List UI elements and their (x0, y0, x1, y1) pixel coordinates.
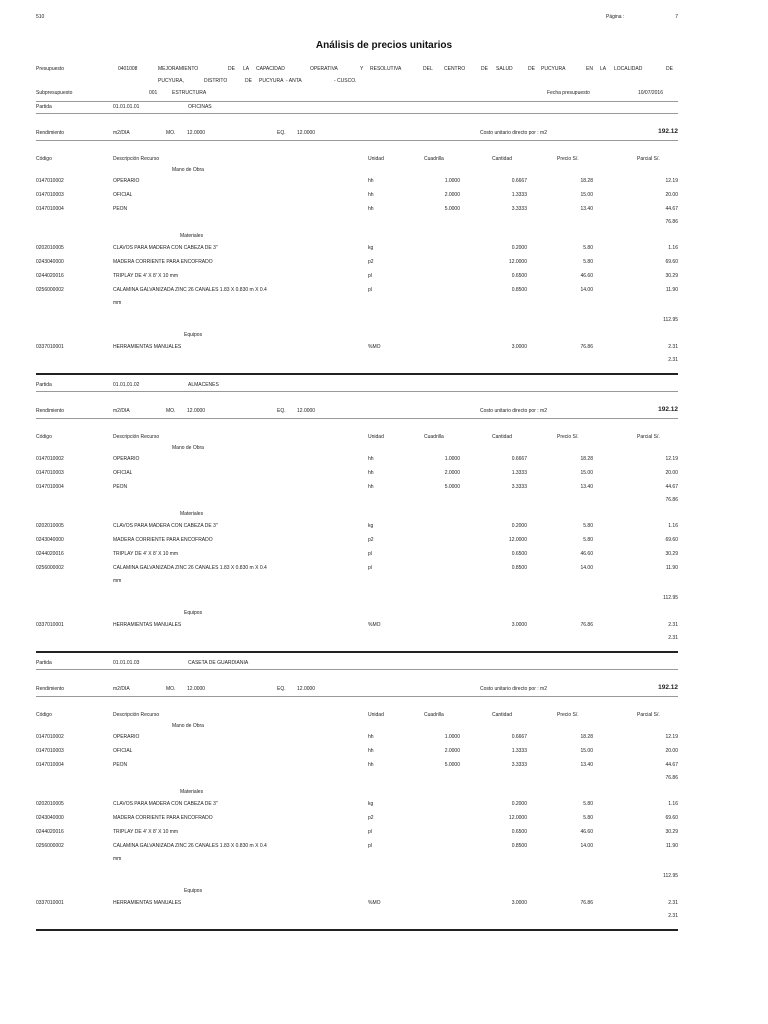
rendimiento-label: Rendimiento (36, 686, 65, 692)
row-precio: 5.80 (583, 537, 593, 543)
row-parcial: 11.90 (665, 843, 678, 849)
partida-label: Partida (36, 660, 52, 666)
row-unidad: hh (368, 734, 374, 740)
rendimiento-label: Rendimiento (36, 130, 65, 136)
row-descripcion-cont: mm (113, 856, 122, 862)
row-cantidad: 0.2000 (511, 245, 527, 251)
row-parcial: 30.29 (665, 551, 678, 557)
row-cuadrilla: 2.0000 (444, 192, 460, 198)
row-descripcion: TRIPLAY DE 4' X 8' X 10 mm (113, 829, 179, 835)
presupuesto-word: - CUSCO. (334, 78, 357, 84)
rendimiento-unit: m2/DIA (113, 408, 130, 414)
row-descripcion: OFICIAL (113, 748, 133, 754)
eq-value: 12.0000 (297, 408, 316, 414)
partida-code: 01.01.01.03 (113, 660, 140, 666)
partida-name: OFICINAS (188, 104, 212, 110)
row-cantidad: 12.0000 (508, 815, 527, 821)
row-parcial: 20.00 (665, 470, 678, 476)
presupuesto-code: 0401008 (118, 66, 138, 72)
mo-label: MO. (166, 408, 176, 414)
row-precio: 15.00 (580, 192, 593, 198)
materiales-subtotal: 112.95 (663, 595, 678, 601)
row-cantidad: 0.8500 (511, 565, 527, 571)
row-descripcion: CLAVOS PARA MADERA CON CABEZA DE 3" (113, 245, 218, 251)
presupuesto-word: DE (245, 78, 252, 84)
section-divider (36, 391, 678, 392)
row-unidad: hh (368, 178, 374, 184)
row-parcial: 1.16 (668, 801, 678, 807)
rendimiento-unit: m2/DIA (113, 686, 130, 692)
row-descripcion: PEON (113, 762, 128, 768)
row-precio: 46.60 (580, 829, 593, 835)
row-cantidad: 0.8500 (511, 287, 527, 293)
row-parcial: 12.19 (665, 734, 678, 740)
row-unidad: %MO (368, 622, 381, 628)
costo-unitario-value: 192.12 (658, 406, 678, 413)
mo-label: MO. (166, 130, 176, 136)
row-codigo: 0256000002 (36, 843, 64, 849)
row-unidad: %MO (368, 900, 381, 906)
row-unidad: hh (368, 484, 374, 490)
col-codigo-header: Código (36, 156, 52, 162)
group-mano-de-obra: Mano de Obra (172, 445, 204, 451)
row-cantidad: 1.3333 (511, 192, 527, 198)
group-mano-de-obra: Mano de Obra (172, 723, 204, 729)
row-descripcion-cont: mm (113, 578, 122, 584)
row-codigo: 0243040000 (36, 537, 64, 543)
presupuesto-word: RESOLUTIVA (370, 66, 402, 72)
col-cantidad-header: Cantidad (492, 434, 513, 440)
row-unidad: hh (368, 456, 374, 462)
row-cuadrilla: 1.0000 (444, 456, 460, 462)
col-descripcion-header: Descripción Recurso (113, 156, 160, 162)
section-divider (36, 113, 678, 114)
row-descripcion: HERRAMIENTAS MANUALES (113, 622, 182, 628)
row-codigo: 0256000002 (36, 565, 64, 571)
row-precio: 14.00 (580, 287, 593, 293)
section-separator (36, 101, 678, 102)
subpresupuesto-label: Subpresupuesto (36, 90, 73, 96)
eq-value: 12.0000 (297, 686, 316, 692)
row-descripcion: OPERARIO (113, 178, 140, 184)
row-unidad: hh (368, 192, 374, 198)
row-cuadrilla: 5.0000 (444, 206, 460, 212)
row-parcial: 12.19 (665, 456, 678, 462)
presupuesto-word: PUCYURA (259, 78, 284, 84)
col-codigo-header: Código (36, 434, 52, 440)
section-divider (36, 418, 678, 419)
materiales-subtotal: 112.95 (663, 317, 678, 323)
subpresupuesto-code: 001 (149, 90, 158, 96)
row-parcial: 1.16 (668, 245, 678, 251)
presupuesto-word: OPERATIVA (310, 66, 338, 72)
presupuesto-word: DISTRITO (204, 78, 228, 84)
costo-unitario-label: Costo unitario directo por : m2 (480, 130, 547, 136)
mo-label: MO. (166, 686, 176, 692)
row-cantidad: 3.0000 (511, 344, 527, 350)
presupuesto-word: DE (228, 66, 235, 72)
group-equipos: Equipos (184, 610, 203, 616)
presupuesto-word: DE (528, 66, 535, 72)
col-descripcion-header: Descripción Recurso (113, 712, 160, 718)
row-codigo: 0244020016 (36, 829, 64, 835)
partida-name: ALMACENES (188, 382, 219, 388)
row-cantidad: 1.3333 (511, 748, 527, 754)
equipos-subtotal: 2.31 (668, 635, 678, 641)
row-descripcion: PEON (113, 484, 128, 490)
row-precio: 15.00 (580, 748, 593, 754)
col-parcial-header: Parcial S/. (637, 156, 660, 162)
row-cantidad: 3.0000 (511, 622, 527, 628)
row-parcial: 69.60 (665, 259, 678, 265)
presupuesto-word: CAPACIDAD (256, 66, 285, 72)
row-cantidad: 0.6667 (511, 178, 527, 184)
row-precio: 13.40 (580, 206, 593, 212)
presupuesto-word: DEL (423, 66, 433, 72)
row-cantidad: 1.3333 (511, 470, 527, 476)
fecha-label: Fecha presupuesto (547, 90, 590, 96)
row-precio: 18.28 (580, 456, 593, 462)
col-unidad-header: Unidad (368, 156, 384, 162)
row-precio: 14.00 (580, 565, 593, 571)
col-precio-header: Precio S/. (557, 712, 579, 718)
row-codigo: 0243040000 (36, 259, 64, 265)
page-title: Análisis de precios unitarios (315, 40, 453, 51)
row-precio: 46.60 (580, 551, 593, 557)
row-precio: 76.86 (580, 344, 593, 350)
row-parcial: 12.19 (665, 178, 678, 184)
row-precio: 13.40 (580, 484, 593, 490)
presupuesto-word: Y (360, 66, 364, 72)
row-precio: 5.80 (583, 815, 593, 821)
row-precio: 5.80 (583, 523, 593, 529)
row-cantidad: 3.3333 (511, 762, 527, 768)
col-parcial-header: Parcial S/. (637, 434, 660, 440)
row-unidad: pl (368, 273, 372, 279)
rendimiento-unit: m2/DIA (113, 130, 130, 136)
row-unidad: pl (368, 843, 372, 849)
row-unidad: hh (368, 762, 374, 768)
row-parcial: 2.31 (668, 900, 678, 906)
row-unidad: %MO (368, 344, 381, 350)
row-precio: 18.28 (580, 734, 593, 740)
row-unidad: kg (368, 523, 374, 529)
row-descripcion: CALAMINA GALVANIZADA ZINC 26 CANALES 1.83 X 0.830 m X 0.4 (113, 843, 267, 849)
page-code: 510 (36, 14, 45, 20)
row-descripcion: HERRAMIENTAS MANUALES (113, 344, 182, 350)
group-equipos: Equipos (184, 332, 203, 338)
row-codigo: 0147010003 (36, 748, 64, 754)
presupuesto-word: DE (666, 66, 673, 72)
group-mano-de-obra: Mano de Obra (172, 167, 204, 173)
row-parcial: 20.00 (665, 192, 678, 198)
row-cantidad: 0.6500 (511, 829, 527, 835)
row-unidad: pl (368, 565, 372, 571)
row-codigo: 0243040000 (36, 815, 64, 821)
equipos-subtotal: 2.31 (668, 357, 678, 363)
row-precio: 13.40 (580, 762, 593, 768)
presupuesto-word: - ANTA (286, 78, 302, 84)
row-parcial: 44.67 (665, 206, 678, 212)
row-descripcion-cont: mm (113, 300, 122, 306)
row-descripcion: OFICIAL (113, 192, 133, 198)
subpresupuesto-name: ESTRUCTURA (172, 90, 207, 96)
row-unidad: pl (368, 551, 372, 557)
row-codigo: 0337010001 (36, 900, 64, 906)
section-divider (36, 140, 678, 141)
col-parcial-header: Parcial S/. (637, 712, 660, 718)
row-cuadrilla: 5.0000 (444, 762, 460, 768)
row-descripcion: TRIPLAY DE 4' X 8' X 10 mm (113, 551, 179, 557)
group-materiales: Materiales (180, 511, 204, 517)
presupuesto-label: Presupuesto (36, 66, 65, 72)
col-cuadrilla-header: Cuadrilla (424, 434, 444, 440)
presupuesto-word: CENTRO (444, 66, 466, 72)
section-divider (36, 669, 678, 670)
section-end-rule (36, 651, 678, 653)
presupuesto-word: SALUD (496, 66, 513, 72)
row-cantidad: 3.3333 (511, 484, 527, 490)
row-precio: 76.86 (580, 622, 593, 628)
partida-label: Partida (36, 104, 52, 110)
row-precio: 5.80 (583, 259, 593, 265)
mano-de-obra-subtotal: 76.86 (665, 219, 678, 225)
row-unidad: kg (368, 245, 374, 251)
row-descripcion: HERRAMIENTAS MANUALES (113, 900, 182, 906)
row-codigo: 0147010004 (36, 762, 64, 768)
mano-de-obra-subtotal: 76.86 (665, 775, 678, 781)
row-precio: 76.86 (580, 900, 593, 906)
row-codigo: 0147010004 (36, 206, 64, 212)
group-materiales: Materiales (180, 789, 204, 795)
col-descripcion-header: Descripción Recurso (113, 434, 160, 440)
row-codigo: 0147010003 (36, 192, 64, 198)
row-codigo: 0147010002 (36, 734, 64, 740)
row-codigo: 0147010003 (36, 470, 64, 476)
rendimiento-label: Rendimiento (36, 408, 65, 414)
row-descripcion: OPERARIO (113, 734, 140, 740)
row-parcial: 1.16 (668, 523, 678, 529)
col-unidad-header: Unidad (368, 712, 384, 718)
row-parcial: 2.31 (668, 344, 678, 350)
row-parcial: 2.31 (668, 622, 678, 628)
col-cuadrilla-header: Cuadrilla (424, 712, 444, 718)
row-unidad: pl (368, 829, 372, 835)
section-end-rule (36, 373, 678, 375)
row-cantidad: 0.8500 (511, 843, 527, 849)
row-cantidad: 12.0000 (508, 537, 527, 543)
presupuesto-word: LA (243, 66, 250, 72)
partida-label: Partida (36, 382, 52, 388)
presupuesto-word: EN (586, 66, 593, 72)
row-descripcion: MADERA CORRIENTE PARA ENCOFRADO (113, 259, 213, 265)
section-divider (36, 696, 678, 697)
row-unidad: hh (368, 206, 374, 212)
row-codigo: 0202010005 (36, 245, 64, 251)
col-cuadrilla-header: Cuadrilla (424, 156, 444, 162)
row-unidad: kg (368, 801, 374, 807)
col-unidad-header: Unidad (368, 434, 384, 440)
row-cantidad: 0.6500 (511, 551, 527, 557)
fecha-value: 10/07/2016 (637, 90, 663, 96)
presupuesto-word: DE (481, 66, 488, 72)
row-cuadrilla: 5.0000 (444, 484, 460, 490)
row-precio: 5.80 (583, 801, 593, 807)
row-parcial: 20.00 (665, 748, 678, 754)
costo-unitario-value: 192.12 (658, 128, 678, 135)
col-precio-header: Precio S/. (557, 156, 579, 162)
eq-label: EQ. (277, 408, 286, 414)
page-number: 7 (675, 14, 678, 20)
mano-de-obra-subtotal: 76.86 (665, 497, 678, 503)
row-descripcion: CALAMINA GALVANIZADA ZINC 26 CANALES 1.83 X 0.830 m X 0.4 (113, 287, 267, 293)
row-cantidad: 0.2000 (511, 801, 527, 807)
row-cuadrilla: 1.0000 (444, 734, 460, 740)
row-codigo: 0147010004 (36, 484, 64, 490)
row-codigo: 0202010005 (36, 801, 64, 807)
row-parcial: 69.60 (665, 537, 678, 543)
row-codigo: 0147010002 (36, 178, 64, 184)
section-end-rule (36, 929, 678, 931)
costo-unitario-label: Costo unitario directo por : m2 (480, 686, 547, 692)
row-cuadrilla: 1.0000 (444, 178, 460, 184)
row-precio: 14.00 (580, 843, 593, 849)
eq-label: EQ. (277, 686, 286, 692)
row-cuadrilla: 2.0000 (444, 748, 460, 754)
row-cantidad: 0.6500 (511, 273, 527, 279)
row-codigo: 0244020016 (36, 551, 64, 557)
row-codigo: 0244020016 (36, 273, 64, 279)
presupuesto-word: PUCYURA (541, 66, 566, 72)
eq-label: EQ. (277, 130, 286, 136)
mo-value: 12.0000 (187, 408, 206, 414)
row-descripcion: CALAMINA GALVANIZADA ZINC 26 CANALES 1.83 X 0.830 m X 0.4 (113, 565, 267, 571)
presupuesto-word: MEJORAMIENTO (158, 66, 199, 72)
presupuesto-word: PUCYURA, (158, 78, 184, 84)
eq-value: 12.0000 (297, 130, 316, 136)
col-precio-header: Precio S/. (557, 434, 579, 440)
row-codigo: 0147010002 (36, 456, 64, 462)
col-cantidad-header: Cantidad (492, 156, 513, 162)
row-cantidad: 3.3333 (511, 206, 527, 212)
row-cuadrilla: 2.0000 (444, 470, 460, 476)
row-parcial: 44.67 (665, 762, 678, 768)
row-parcial: 30.29 (665, 273, 678, 279)
partida-code: 01.01.01.02 (113, 382, 140, 388)
row-descripcion: CLAVOS PARA MADERA CON CABEZA DE 3" (113, 523, 218, 529)
row-unidad: pl (368, 287, 372, 293)
row-cantidad: 0.6667 (511, 456, 527, 462)
group-materiales: Materiales (180, 233, 204, 239)
row-unidad: hh (368, 748, 374, 754)
row-cantidad: 12.0000 (508, 259, 527, 265)
mo-value: 12.0000 (187, 686, 206, 692)
row-cantidad: 0.2000 (511, 523, 527, 529)
row-parcial: 69.60 (665, 815, 678, 821)
row-unidad: p2 (368, 815, 374, 821)
row-codigo: 0202010005 (36, 523, 64, 529)
row-codigo: 0256000002 (36, 287, 64, 293)
row-precio: 18.28 (580, 178, 593, 184)
materiales-subtotal: 112.95 (663, 873, 678, 879)
row-cantidad: 3.0000 (511, 900, 527, 906)
row-precio: 46.60 (580, 273, 593, 279)
row-parcial: 11.90 (665, 565, 678, 571)
row-descripcion: MADERA CORRIENTE PARA ENCOFRADO (113, 537, 213, 543)
row-descripcion: CLAVOS PARA MADERA CON CABEZA DE 3" (113, 801, 218, 807)
costo-unitario-value: 192.12 (658, 684, 678, 691)
row-parcial: 30.29 (665, 829, 678, 835)
row-descripcion: PEON (113, 206, 128, 212)
row-parcial: 11.90 (665, 287, 678, 293)
costo-unitario-label: Costo unitario directo por : m2 (480, 408, 547, 414)
row-parcial: 44.67 (665, 484, 678, 490)
row-descripcion: MADERA CORRIENTE PARA ENCOFRADO (113, 815, 213, 821)
partida-name: CASETA DE GUARDIANIA (188, 660, 249, 666)
row-unidad: p2 (368, 537, 374, 543)
col-codigo-header: Código (36, 712, 52, 718)
row-codigo: 0337010001 (36, 344, 64, 350)
partida-code: 01.01.01.01 (113, 104, 140, 110)
row-precio: 15.00 (580, 470, 593, 476)
row-cantidad: 0.6667 (511, 734, 527, 740)
col-cantidad-header: Cantidad (492, 712, 513, 718)
row-unidad: hh (368, 470, 374, 476)
row-unidad: p2 (368, 259, 374, 265)
presupuesto-word: LOCALIDAD (614, 66, 643, 72)
row-descripcion: OPERARIO (113, 456, 140, 462)
row-descripcion: TRIPLAY DE 4' X 8' X 10 mm (113, 273, 179, 279)
mo-value: 12.0000 (187, 130, 206, 136)
row-descripcion: OFICIAL (113, 470, 133, 476)
presupuesto-word: LA (600, 66, 607, 72)
row-precio: 5.80 (583, 245, 593, 251)
equipos-subtotal: 2.31 (668, 913, 678, 919)
row-codigo: 0337010001 (36, 622, 64, 628)
group-equipos: Equipos (184, 888, 203, 894)
page-label: Página : (606, 14, 625, 20)
